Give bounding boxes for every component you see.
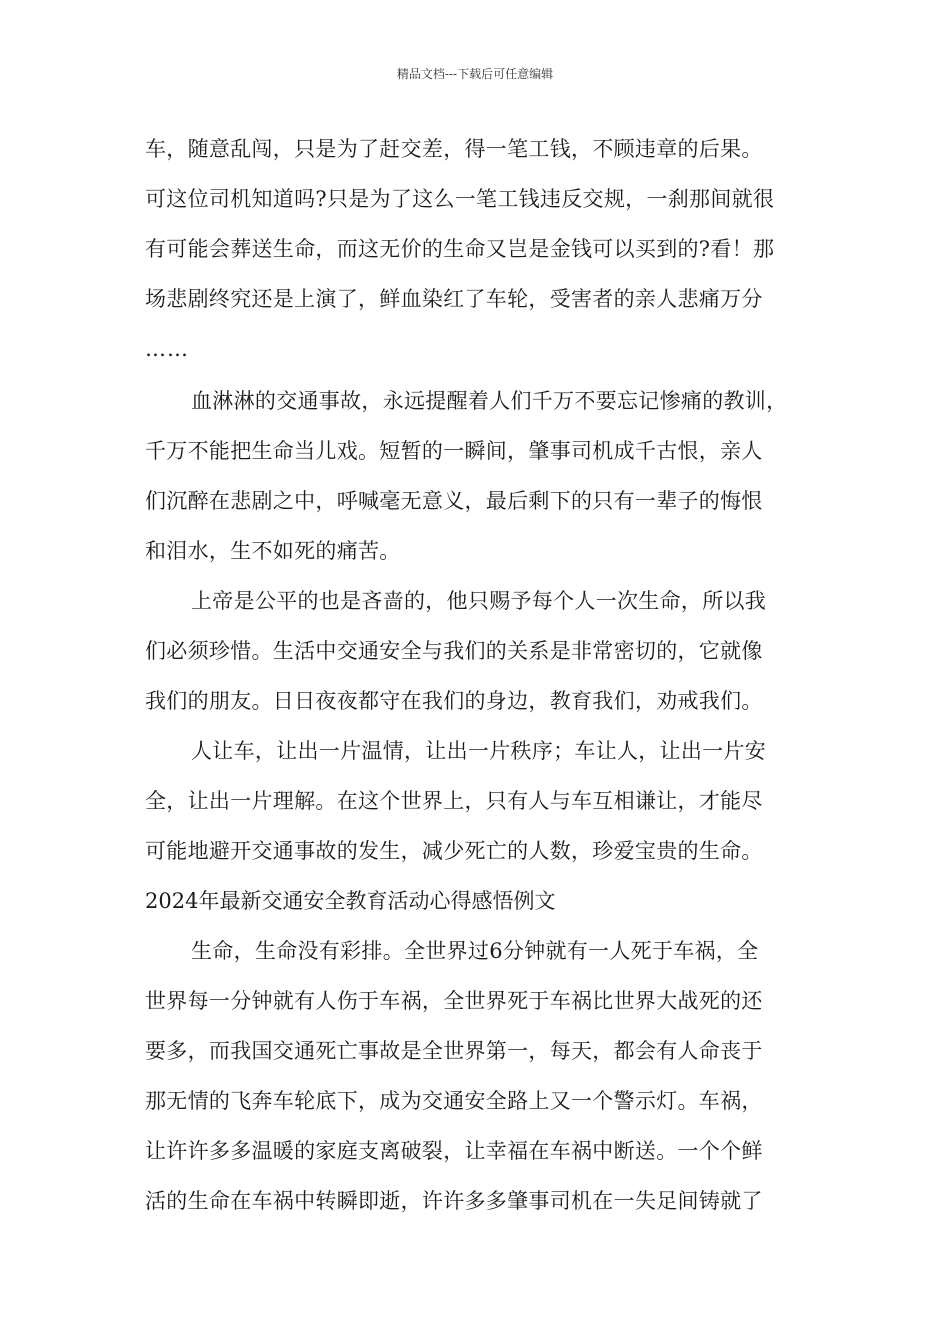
text-line: 有可能会葬送生命，而这无价的生命又岂是金钱可以买到的?看！那 bbox=[145, 237, 775, 261]
text-line: 车，随意乱闯，只是为了赶交差，得一笔工钱，不顾违章的后果。 bbox=[145, 137, 763, 161]
paragraph-start-line: 上帝是公平的也是吝啬的，他只赐予每个人一次生命，所以我 bbox=[191, 589, 767, 613]
text-line: 和泪水，生不如死的痛苦。 bbox=[145, 539, 401, 563]
text-line: 场悲剧终究还是上演了，鲜血染红了车轮，受害者的亲人悲痛万分 bbox=[145, 287, 763, 311]
section-title: 2024年最新交通安全教育活动心得感悟例文 bbox=[145, 889, 556, 913]
text-line: 要多，而我国交通死亡事故是全世界第一，每天，都会有人命丧于 bbox=[145, 1039, 763, 1063]
paragraph-start-line: 人让车，让出一片温情，让出一片秩序；车让人，让出一片安 bbox=[191, 739, 767, 763]
text-line: 我们的朋友。日日夜夜都守在我们的身边，教育我们，劝戒我们。 bbox=[145, 689, 763, 713]
paragraph-start-line: 生命，生命没有彩排。全世界过6分钟就有一人死于车祸，全 bbox=[191, 939, 759, 963]
text-line: 活的生命在车祸中转瞬即逝，许许多多肇事司机在一失足间铸就了 bbox=[145, 1189, 763, 1213]
text-line: 让许许多多温暖的家庭支离破裂，让幸福在车祸中断送。一个个鲜 bbox=[145, 1139, 763, 1163]
text-line: 们必须珍惜。生活中交通安全与我们的关系是非常密切的，它就像 bbox=[145, 639, 763, 663]
text-line: 们沉醉在悲剧之中，呼喊毫无意义，最后剩下的只有一辈子的悔恨 bbox=[145, 489, 763, 513]
text-line: 世界每一分钟就有人伤于车祸，全世界死于车祸比世界大战死的还 bbox=[145, 989, 763, 1013]
text-line: …… bbox=[145, 337, 189, 361]
text-line: 可能地避开交通事故的发生，减少死亡的人数，珍爱宝贵的生命。 bbox=[145, 839, 763, 863]
text-line: 可这位司机知道吗?只是为了这么一笔工钱违反交规，一刹那间就很 bbox=[145, 187, 775, 211]
document-body bbox=[145, 124, 810, 1226]
page-header: 精品文档---下载后可任意编辑 bbox=[396, 67, 554, 81]
text-line: 千万不能把生命当儿戏。短暂的一瞬间，肇事司机成千古恨，亲人 bbox=[145, 439, 763, 463]
paragraph-start-line: 血淋淋的交通事故，永远提醒着人们千万不要忘记惨痛的教训， bbox=[191, 389, 788, 413]
text-line: 全，让出一片理解。在这个世界上，只有人与车互相谦让，才能尽 bbox=[145, 789, 763, 813]
text-line: 那无情的飞奔车轮底下，成为交通安全路上又一个警示灯。车祸， bbox=[145, 1089, 763, 1113]
